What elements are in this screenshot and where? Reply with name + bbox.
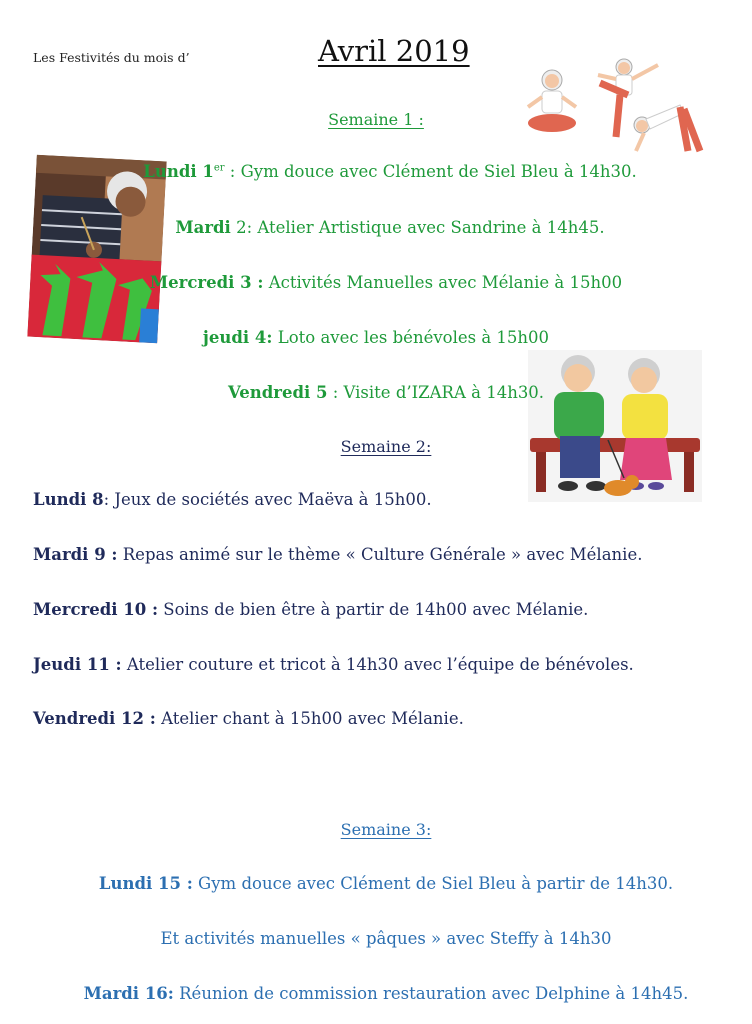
activity-text: : Visite d’IZARA à 14h30. — [327, 383, 545, 402]
activity-text: Loto avec les bénévoles à 15h00 — [272, 328, 550, 347]
week2-heading: Semaine 2: — [340, 437, 432, 456]
week1-item-tuesday — [14, 218, 752, 237]
day-label: Mercredi 10 : — [33, 600, 159, 619]
day-label: Vendredi 12 : — [33, 709, 156, 728]
day-label: jeudi 4: — [202, 328, 273, 347]
activity-text: Soins de bien être à partir de 14h00 avec Mélanie. — [158, 600, 589, 619]
week3-item-monday — [10, 874, 752, 893]
page-title: Avril 2019 — [318, 34, 470, 68]
day-label: Vendredi 5 — [227, 383, 328, 402]
week1-heading: Semaine 1 : — [328, 110, 424, 129]
day-label: Lundi 15 : — [98, 874, 193, 893]
day-label: Lundi 1 — [143, 162, 214, 181]
activity-text: Activités Manuelles avec Mélanie à 15h00 — [263, 273, 623, 292]
header-prefix: Les Festivités du mois d’ — [33, 50, 190, 65]
activity-text: Repas animé sur le thème « Culture Générale » avec Mélanie. — [117, 545, 643, 564]
week2-item-wednesday — [33, 600, 588, 619]
week1-item-thursday — [0, 328, 752, 347]
week3-item-tuesday — [10, 984, 752, 1003]
day-label: Lundi 8 — [33, 490, 104, 509]
day-label: Mardi 9 : — [33, 545, 118, 564]
activity-text: Et activités manuelles « pâques » avec Steffy à 14h30 — [160, 929, 612, 948]
week1-item-friday — [10, 383, 752, 402]
day-label: Mercredi 3 : — [149, 273, 264, 292]
day-label: Jeudi 11 : — [33, 655, 122, 674]
week2-item-tuesday — [33, 545, 642, 564]
day-label: Mardi 16: — [83, 984, 174, 1003]
activity-text: Atelier chant à 15h00 avec Mélanie. — [155, 709, 464, 728]
activity-text: 2: Atelier Artistique avec Sandrine à 14h45. — [230, 218, 605, 237]
week2-item-monday — [33, 490, 432, 509]
week2-item-thursday — [33, 655, 634, 674]
day-label: Mardi — [175, 218, 231, 237]
elderly-woman-painting-photo — [27, 155, 166, 344]
activity-text: : Jeux de sociétés avec Maëva à 15h00. — [103, 490, 432, 509]
week1-item-monday — [14, 162, 752, 181]
day-superscript: er — [213, 162, 225, 174]
week1-item-wednesday — [10, 273, 752, 292]
week3-item-monday-extra — [10, 929, 752, 948]
week3-heading: Semaine 3: — [340, 820, 432, 839]
activity-text: Gym douce avec Clément de Siel Bleu à partir de 14h30. — [192, 874, 674, 893]
activity-text: Atelier couture et tricot à 14h30 avec l’équipe de bénévoles. — [121, 655, 634, 674]
activity-text: Réunion de commission restauration avec Delphine à 14h45. — [173, 984, 689, 1003]
week2-item-friday — [33, 709, 464, 728]
senior-couple-bench-dog-clipart — [528, 350, 702, 502]
activity-text: : Gym douce avec Clément de Siel Bleu à 14h30. — [224, 162, 637, 181]
